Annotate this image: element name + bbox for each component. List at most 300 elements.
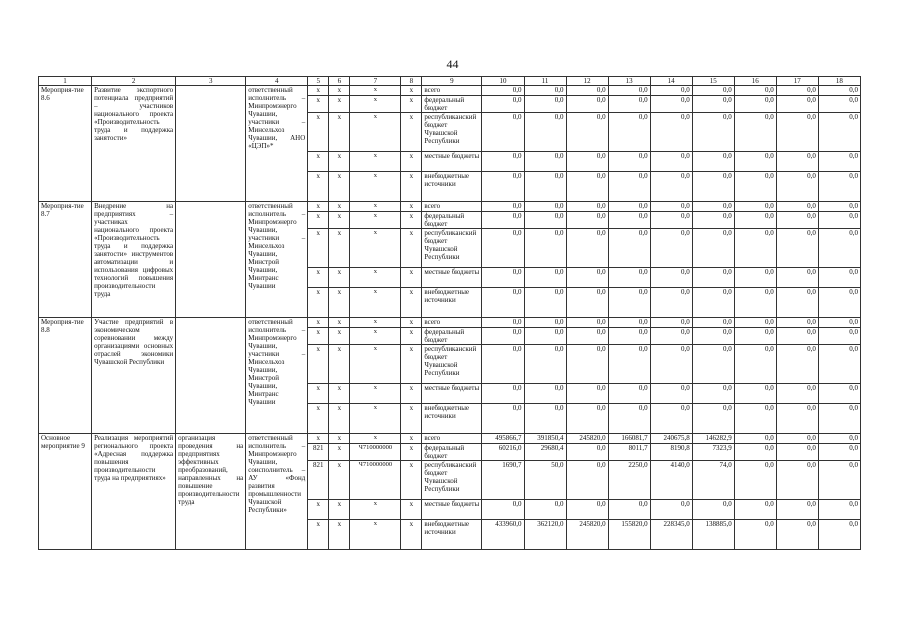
event-code-cell: Мероприя-тие 8.8 <box>39 318 92 434</box>
amount-cell: 0,0 <box>482 288 524 318</box>
funding-source-cell: всего <box>422 86 482 96</box>
event-name-cell: Участие предприятий в экономическом соревновании между организациями основных отраслей экономики Чувашской Республики <box>92 318 176 434</box>
amount-cell: 0,0 <box>818 212 860 229</box>
executor-cell: ответственный исполнитель – Минпромэнерго Чувашии, соисполнитель – АУ «Фонд развития промышленности Чувашской Республики» <box>246 434 308 550</box>
amount-cell: 8011,7 <box>608 444 650 461</box>
amount-cell: 0,0 <box>818 520 860 550</box>
target-code-cell: x <box>350 268 401 288</box>
expense-type-cell: x <box>401 345 422 384</box>
amount-cell: 0,0 <box>692 318 734 328</box>
expense-type-cell: x <box>401 202 422 212</box>
section-cell: x <box>329 152 350 172</box>
funding-source-cell: внебюджетные источники <box>422 288 482 318</box>
amount-cell: 0,0 <box>734 96 776 113</box>
amount-cell: 0,0 <box>566 345 608 384</box>
expense-type-cell: x <box>401 229 422 268</box>
section-cell: x <box>329 96 350 113</box>
amount-cell: 0,0 <box>650 328 692 345</box>
expense-type-cell: x <box>401 444 422 461</box>
amount-cell: 0,0 <box>818 86 860 96</box>
expense-type-cell: x <box>401 404 422 434</box>
header-row <box>39 77 861 86</box>
amount-cell: 8190,8 <box>650 444 692 461</box>
grbs-cell: x <box>308 152 329 172</box>
amount-cell: 0,0 <box>692 268 734 288</box>
amount-cell: 0,0 <box>566 384 608 404</box>
table-row <box>39 86 861 96</box>
amount-cell: 0,0 <box>524 268 566 288</box>
amount-cell: 0,0 <box>692 229 734 268</box>
amount-cell: 0,0 <box>608 500 650 520</box>
section-cell: x <box>329 202 350 212</box>
amount-cell: 29680,4 <box>524 444 566 461</box>
amount-cell: 0,0 <box>524 384 566 404</box>
amount-cell: 0,0 <box>650 152 692 172</box>
amount-cell: 0,0 <box>482 345 524 384</box>
expense-type-cell: x <box>401 384 422 404</box>
amount-cell: 0,0 <box>608 404 650 434</box>
amount-cell: 495866,7 <box>482 434 524 444</box>
grbs-cell: x <box>308 172 329 202</box>
amount-cell: 0,0 <box>776 345 818 384</box>
amount-cell: 240675,8 <box>650 434 692 444</box>
amount-cell: 0,0 <box>650 202 692 212</box>
amount-cell: 0,0 <box>608 288 650 318</box>
amount-cell: 0,0 <box>734 444 776 461</box>
amount-cell: 0,0 <box>818 404 860 434</box>
amount-cell: 0,0 <box>524 202 566 212</box>
amount-cell: 60216,0 <box>482 444 524 461</box>
amount-cell: 0,0 <box>524 318 566 328</box>
amount-cell: 0,0 <box>566 202 608 212</box>
amount-cell: 0,0 <box>692 328 734 345</box>
amount-cell: 0,0 <box>524 500 566 520</box>
amount-cell: 0,0 <box>524 229 566 268</box>
target-code-cell: x <box>350 404 401 434</box>
target-code-cell: x <box>350 288 401 318</box>
column-number: 18 <box>818 77 860 86</box>
amount-cell: 146282,9 <box>692 434 734 444</box>
amount-cell: 138885,0 <box>692 520 734 550</box>
funding-source-cell: внебюджетные источники <box>422 404 482 434</box>
grbs-cell: x <box>308 520 329 550</box>
amount-cell: 0,0 <box>608 229 650 268</box>
amount-cell: 0,0 <box>608 202 650 212</box>
amount-cell: 245820,0 <box>566 434 608 444</box>
funding-source-cell: всего <box>422 434 482 444</box>
amount-cell: 0,0 <box>818 345 860 384</box>
amount-cell: 0,0 <box>482 113 524 152</box>
amount-cell: 0,0 <box>524 96 566 113</box>
section-cell: x <box>329 434 350 444</box>
amount-cell: 155820,0 <box>608 520 650 550</box>
amount-cell: 0,0 <box>818 434 860 444</box>
section-cell: x <box>329 288 350 318</box>
target-code-cell: x <box>350 96 401 113</box>
amount-cell: 0,0 <box>650 384 692 404</box>
column-number: 12 <box>566 77 608 86</box>
amount-cell: 0,0 <box>482 202 524 212</box>
amount-cell: 0,0 <box>776 212 818 229</box>
target-code-cell: x <box>350 328 401 345</box>
amount-cell: 0,0 <box>608 318 650 328</box>
expense-type-cell: x <box>401 212 422 229</box>
expense-type-cell: x <box>401 268 422 288</box>
amount-cell: 0,0 <box>608 268 650 288</box>
amount-cell: 0,0 <box>566 172 608 202</box>
amount-cell: 0,0 <box>482 229 524 268</box>
amount-cell: 0,0 <box>650 212 692 229</box>
executor-cell: ответственный исполнитель – Минпромэнерго Чувашии, участники – Минсельхоз Чувашии, Минстрой Чувашии, Минтранс Чувашии <box>246 318 308 434</box>
amount-cell: 0,0 <box>776 288 818 318</box>
amount-cell: 0,0 <box>818 328 860 345</box>
amount-cell: 0,0 <box>734 152 776 172</box>
grbs-cell: x <box>308 328 329 345</box>
column-number: 15 <box>692 77 734 86</box>
expense-type-cell: x <box>401 520 422 550</box>
event-code-cell: Мероприя-тие 8.6 <box>39 86 92 202</box>
section-cell: x <box>329 520 350 550</box>
column-number: 1 <box>39 77 92 86</box>
section-cell: x <box>329 86 350 96</box>
grbs-cell: x <box>308 202 329 212</box>
section-cell: x <box>329 328 350 345</box>
amount-cell: 0,0 <box>818 202 860 212</box>
amount-cell: 50,0 <box>524 461 566 500</box>
expense-type-cell: x <box>401 500 422 520</box>
amount-cell: 0,0 <box>734 500 776 520</box>
amount-cell: 0,0 <box>734 172 776 202</box>
amount-cell: 362120,0 <box>524 520 566 550</box>
amount-cell: 0,0 <box>734 212 776 229</box>
amount-cell: 0,0 <box>482 212 524 229</box>
amount-cell: 0,0 <box>818 268 860 288</box>
target-code-cell: x <box>350 229 401 268</box>
amount-cell: 0,0 <box>776 444 818 461</box>
funding-source-cell: республиканский бюджет Чувашской Республики <box>422 345 482 384</box>
amount-cell: 0,0 <box>692 288 734 318</box>
funding-source-cell: местные бюджеты <box>422 384 482 404</box>
grbs-cell: x <box>308 212 329 229</box>
amount-cell: 0,0 <box>608 96 650 113</box>
target-code-cell: x <box>350 86 401 96</box>
amount-cell: 0,0 <box>692 500 734 520</box>
grbs-cell: x <box>308 288 329 318</box>
funding-source-cell: федеральный бюджет <box>422 96 482 113</box>
event-name-cell: Реализация мероприятий регионального проекта «Адресная поддержка повышения производительности труда на предприятиях» <box>92 434 176 550</box>
amount-cell: 0,0 <box>608 172 650 202</box>
funding-source-cell: местные бюджеты <box>422 152 482 172</box>
column-number: 2 <box>92 77 176 86</box>
expense-type-cell: x <box>401 152 422 172</box>
column-number: 8 <box>401 77 422 86</box>
column-number: 4 <box>246 77 308 86</box>
grbs-cell: x <box>308 113 329 152</box>
amount-cell: 1690,7 <box>482 461 524 500</box>
amount-cell: 0,0 <box>692 172 734 202</box>
goal-cell: организация проведения на предприятиях эффективных преобразований, направленных на повышение производительности труда <box>176 434 246 550</box>
amount-cell: 0,0 <box>776 229 818 268</box>
amount-cell: 0,0 <box>650 86 692 96</box>
funding-source-cell: всего <box>422 318 482 328</box>
amount-cell: 0,0 <box>776 434 818 444</box>
grbs-cell: 821 <box>308 461 329 500</box>
amount-cell: 0,0 <box>818 96 860 113</box>
amount-cell: 0,0 <box>776 113 818 152</box>
amount-cell: 0,0 <box>566 500 608 520</box>
amount-cell: 0,0 <box>776 328 818 345</box>
amount-cell: 0,0 <box>692 404 734 434</box>
budget-table <box>38 76 861 550</box>
column-number: 16 <box>734 77 776 86</box>
amount-cell: 0,0 <box>692 152 734 172</box>
amount-cell: 0,0 <box>608 384 650 404</box>
amount-cell: 391850,4 <box>524 434 566 444</box>
amount-cell: 0,0 <box>608 345 650 384</box>
amount-cell: 0,0 <box>818 152 860 172</box>
section-cell: x <box>329 113 350 152</box>
amount-cell: 0,0 <box>692 384 734 404</box>
amount-cell: 0,0 <box>692 202 734 212</box>
amount-cell: 0,0 <box>482 96 524 113</box>
amount-cell: 0,0 <box>650 318 692 328</box>
amount-cell: 0,0 <box>776 268 818 288</box>
amount-cell: 0,0 <box>566 318 608 328</box>
amount-cell: 0,0 <box>650 345 692 384</box>
amount-cell: 0,0 <box>734 202 776 212</box>
section-cell: x <box>329 404 350 434</box>
target-code-cell: x <box>350 172 401 202</box>
executor-cell: ответственный исполнитель – Минпромэнерго Чувашии, участники – Минсельхоз Чувашии, Минстрой Чувашии, Минтранс Чувашии <box>246 202 308 318</box>
grbs-cell: 821 <box>308 444 329 461</box>
amount-cell: 0,0 <box>734 318 776 328</box>
expense-type-cell: x <box>401 318 422 328</box>
section-cell: x <box>329 172 350 202</box>
amount-cell: 0,0 <box>734 113 776 152</box>
grbs-cell: x <box>308 268 329 288</box>
grbs-cell: x <box>308 434 329 444</box>
funding-source-cell: местные бюджеты <box>422 500 482 520</box>
column-number: 17 <box>776 77 818 86</box>
column-number: 13 <box>608 77 650 86</box>
expense-type-cell: x <box>401 288 422 318</box>
amount-cell: 0,0 <box>524 152 566 172</box>
expense-type-cell: x <box>401 86 422 96</box>
amount-cell: 0,0 <box>734 86 776 96</box>
target-code-cell: x <box>350 434 401 444</box>
amount-cell: 0,0 <box>818 444 860 461</box>
amount-cell: 0,0 <box>650 500 692 520</box>
column-number: 7 <box>350 77 401 86</box>
amount-cell: 0,0 <box>650 229 692 268</box>
section-cell: x <box>329 212 350 229</box>
column-number: 6 <box>329 77 350 86</box>
page-number: 44 <box>446 57 459 71</box>
amount-cell: 228345,0 <box>650 520 692 550</box>
table-row <box>39 202 861 212</box>
section-cell: x <box>329 229 350 268</box>
amount-cell: 0,0 <box>482 152 524 172</box>
expense-type-cell: x <box>401 328 422 345</box>
amount-cell: 0,0 <box>608 86 650 96</box>
goal-cell <box>176 86 246 202</box>
amount-cell: 0,0 <box>608 113 650 152</box>
amount-cell: 0,0 <box>482 172 524 202</box>
amount-cell: 0,0 <box>566 461 608 500</box>
amount-cell: 0,0 <box>566 113 608 152</box>
funding-source-cell: республиканский бюджет Чувашской Республики <box>422 229 482 268</box>
amount-cell: 0,0 <box>566 212 608 229</box>
expense-type-cell: x <box>401 96 422 113</box>
amount-cell: 0,0 <box>776 404 818 434</box>
target-code-cell: x <box>350 113 401 152</box>
grbs-cell: x <box>308 86 329 96</box>
amount-cell: 0,0 <box>734 345 776 384</box>
section-cell: x <box>329 268 350 288</box>
target-code-cell: x <box>350 318 401 328</box>
amount-cell: 0,0 <box>566 328 608 345</box>
amount-cell: 0,0 <box>818 113 860 152</box>
grbs-cell: x <box>308 229 329 268</box>
section-cell: x <box>329 318 350 328</box>
amount-cell: 0,0 <box>734 328 776 345</box>
section-cell: x <box>329 461 350 500</box>
amount-cell: 0,0 <box>734 229 776 268</box>
amount-cell: 74,0 <box>692 461 734 500</box>
funding-source-cell: всего <box>422 202 482 212</box>
amount-cell: 0,0 <box>776 384 818 404</box>
amount-cell: 0,0 <box>566 288 608 318</box>
amount-cell: 0,0 <box>776 172 818 202</box>
column-number: 10 <box>482 77 524 86</box>
expense-type-cell: x <box>401 172 422 202</box>
amount-cell: 433960,0 <box>482 520 524 550</box>
target-code-cell: x <box>350 500 401 520</box>
amount-cell: 0,0 <box>734 384 776 404</box>
grbs-cell: x <box>308 500 329 520</box>
amount-cell: 0,0 <box>776 96 818 113</box>
target-code-cell: x <box>350 345 401 384</box>
amount-cell: 0,0 <box>692 96 734 113</box>
event-code-cell: Основное мероприятие 9 <box>39 434 92 550</box>
amount-cell: 0,0 <box>818 229 860 268</box>
event-name-cell: Внедрение на предприятиях – участниках национального проекта «Производительность труда и поддержка занятости» инструментов автоматизации и использования цифровых технологий повышения производительности труда <box>92 202 176 318</box>
amount-cell: 0,0 <box>776 500 818 520</box>
table-row <box>39 318 861 328</box>
goal-cell <box>176 318 246 434</box>
amount-cell: 0,0 <box>524 113 566 152</box>
amount-cell: 0,0 <box>608 328 650 345</box>
grbs-cell: x <box>308 318 329 328</box>
amount-cell: 0,0 <box>524 172 566 202</box>
column-number: 11 <box>524 77 566 86</box>
amount-cell: 0,0 <box>734 268 776 288</box>
section-cell: x <box>329 500 350 520</box>
amount-cell: 4140,0 <box>650 461 692 500</box>
amount-cell: 0,0 <box>692 345 734 384</box>
amount-cell: 0,0 <box>818 288 860 318</box>
amount-cell: 0,0 <box>482 404 524 434</box>
funding-source-cell: федеральный бюджет <box>422 444 482 461</box>
amount-cell: 0,0 <box>566 229 608 268</box>
amount-cell: 0,0 <box>650 404 692 434</box>
amount-cell: 0,0 <box>776 461 818 500</box>
funding-source-cell: внебюджетные источники <box>422 520 482 550</box>
amount-cell: 0,0 <box>482 318 524 328</box>
amount-cell: 0,0 <box>776 152 818 172</box>
funding-source-cell: республиканский бюджет Чувашской Республики <box>422 113 482 152</box>
amount-cell: 0,0 <box>524 86 566 96</box>
funding-source-cell: внебюджетные источники <box>422 172 482 202</box>
amount-cell: 0,0 <box>692 113 734 152</box>
target-code-cell: x <box>350 384 401 404</box>
grbs-cell: x <box>308 404 329 434</box>
target-code-cell: x <box>350 152 401 172</box>
amount-cell: 0,0 <box>776 86 818 96</box>
amount-cell: 0,0 <box>482 384 524 404</box>
event-code-cell: Мероприя-тие 8.7 <box>39 202 92 318</box>
grbs-cell: x <box>308 96 329 113</box>
amount-cell: 0,0 <box>818 384 860 404</box>
target-code-cell: Ч710000000 <box>350 461 401 500</box>
amount-cell: 0,0 <box>650 268 692 288</box>
funding-source-cell: федеральный бюджет <box>422 212 482 229</box>
grbs-cell: x <box>308 345 329 384</box>
executor-cell: ответственный исполнитель – Минпромэнерго Чувашии, участники – Минсельхоз Чувашии, АНО «ЦЭП»* <box>246 86 308 202</box>
target-code-cell: x <box>350 202 401 212</box>
amount-cell: 0,0 <box>818 172 860 202</box>
amount-cell: 0,0 <box>524 212 566 229</box>
amount-cell: 0,0 <box>650 96 692 113</box>
amount-cell: 0,0 <box>566 86 608 96</box>
amount-cell: 0,0 <box>650 288 692 318</box>
amount-cell: 0,0 <box>818 500 860 520</box>
amount-cell: 0,0 <box>524 288 566 318</box>
amount-cell: 0,0 <box>524 404 566 434</box>
amount-cell: 0,0 <box>818 318 860 328</box>
target-code-cell: x <box>350 212 401 229</box>
amount-cell: 0,0 <box>524 345 566 384</box>
amount-cell: 0,0 <box>776 202 818 212</box>
amount-cell: 0,0 <box>734 461 776 500</box>
amount-cell: 0,0 <box>566 444 608 461</box>
amount-cell: 0,0 <box>482 86 524 96</box>
amount-cell: 166081,7 <box>608 434 650 444</box>
amount-cell: 0,0 <box>566 152 608 172</box>
section-cell: x <box>329 384 350 404</box>
amount-cell: 0,0 <box>734 520 776 550</box>
column-number: 14 <box>650 77 692 86</box>
amount-cell: 0,0 <box>692 86 734 96</box>
amount-cell: 2250,0 <box>608 461 650 500</box>
column-number: 5 <box>308 77 329 86</box>
amount-cell: 0,0 <box>482 500 524 520</box>
funding-source-cell: республиканский бюджет Чувашской Республики <box>422 461 482 500</box>
section-cell: x <box>329 345 350 384</box>
amount-cell: 0,0 <box>692 212 734 229</box>
amount-cell: 0,0 <box>482 268 524 288</box>
section-cell: x <box>329 444 350 461</box>
column-number: 3 <box>176 77 246 86</box>
amount-cell: 0,0 <box>734 288 776 318</box>
amount-cell: 0,0 <box>734 404 776 434</box>
target-code-cell: Ч710000000 <box>350 444 401 461</box>
column-number: 9 <box>422 77 482 86</box>
event-name-cell: Развитие экспортного потенциала предприятий – участников национального проекта «Производительность труда и поддержка занятости» <box>92 86 176 202</box>
amount-cell: 0,0 <box>608 212 650 229</box>
table-row <box>39 434 861 444</box>
funding-source-cell: федеральный бюджет <box>422 328 482 345</box>
